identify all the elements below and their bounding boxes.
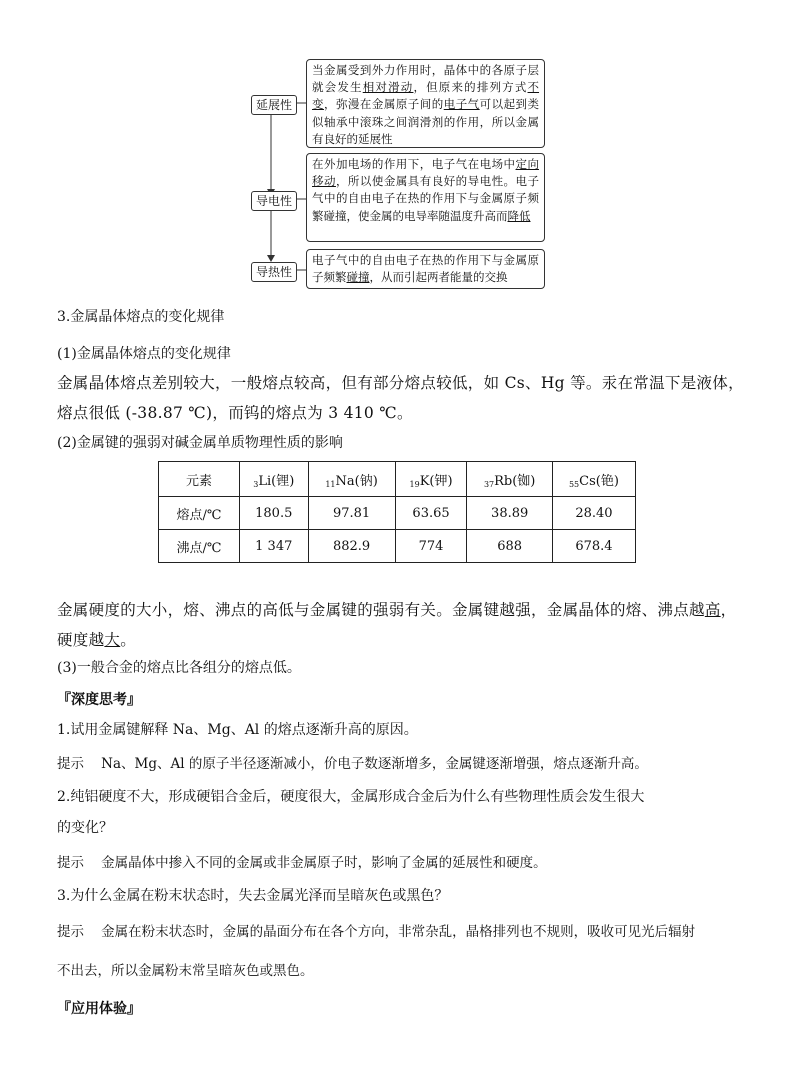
text: ， [720, 601, 737, 619]
element-name: K(钾) [419, 473, 453, 489]
atomic-number: 19 [409, 479, 420, 489]
element-name: Na(钠) [335, 473, 378, 489]
paragraph-line [57, 598, 736, 620]
table-row [159, 530, 636, 563]
paragraph-line: 熔点很低 (-38.87 ℃)，而钨的熔点为 3 410 ℃。 [57, 404, 413, 422]
text: ，弥漫在金属原子间的 [323, 97, 444, 112]
application-heading: 『应用体验』 [57, 1001, 141, 1017]
underlined-answer: 高 [704, 601, 721, 619]
thermal-conductivity-explanation-box [306, 249, 545, 289]
table-cell: 678.4 [552, 530, 635, 563]
table-cell: 688 [467, 530, 552, 563]
text: 当金属受到外力作用时，晶体中的各原子层就会发生 [312, 63, 539, 95]
text: ，所以使金属具有良好的导电性。电子气中的自由电子在热的作用下与金属原子频繁碰撞，使金属的电导率随温度升高而 [312, 174, 540, 223]
table-header-row [159, 462, 636, 497]
text: 可以起到类似轴承中滚珠之间润滑剂的作用，所以金属有良好的延展性 [312, 97, 540, 146]
element-name: Li(锂) [258, 473, 295, 489]
node-thermal-conductivity: 导热性 [251, 262, 297, 282]
paragraph-line: 金属晶体熔点差别较大，一般熔点较高，但有部分熔点较低，如 Cs、Hg 等。汞在常温下是液体， [57, 374, 744, 392]
section-title: 3.金属晶体熔点的变化规律 [57, 309, 225, 325]
table-cell: 774 [395, 530, 467, 563]
answer-3-line: 提示 金属在粉末状态时，金属的晶面分布在各个方向，非常杂乱，晶格排列也不规则，吸收可见光后辐射 [57, 924, 696, 940]
table-cell: 180.5 [240, 497, 309, 530]
deep-thinking-heading: 『深度思考』 [57, 692, 141, 708]
text: ，但原来的排列方式 [413, 80, 528, 95]
table-row [159, 497, 636, 530]
subsection-3-title: (3)一般合金的熔点比各组分的熔点低。 [57, 660, 301, 676]
element-name: Cs(铯) [579, 473, 619, 489]
question-2-line: 2.纯铝硬度不大，形成硬铝合金后，硬度很大，金属形成合金后为什么有些物理性质会发生很大 [57, 789, 645, 805]
header-cell [395, 462, 467, 497]
underlined-answer: 大 [104, 631, 121, 649]
question-2-line: 的变化？ [57, 820, 113, 836]
atomic-number: 55 [568, 479, 580, 489]
table-cell: 1 347 [240, 530, 309, 563]
text: 硬度越 [57, 631, 105, 649]
alkali-metal-properties-table [158, 461, 636, 563]
header-cell [240, 462, 309, 497]
node-ductility: 延展性 [251, 95, 297, 115]
table-cell: 882.9 [308, 530, 395, 563]
table-cell: 38.89 [467, 497, 552, 530]
atomic-number: 11 [325, 479, 336, 489]
underlined-term: 电子气 [443, 97, 480, 112]
underlined-term: 降低 [507, 208, 531, 223]
header-cell [552, 462, 635, 497]
header-cell [467, 462, 552, 497]
underlined-term: 碰撞 [346, 270, 370, 285]
header-cell: 元素 [159, 462, 240, 497]
element-name: Rb(铷) [494, 473, 536, 489]
conductivity-explanation-box [306, 153, 545, 242]
atomic-number: 37 [483, 479, 495, 489]
row-label: 熔点/℃ [159, 497, 240, 530]
text: 金属硬度的大小，熔、沸点的高低与金属键的强弱有关。金属键越强，金属晶体的熔、沸点越 [57, 601, 705, 619]
answer-2: 提示 金属晶体中掺入不同的金属或非金属原子时，影响了金属的延展性和硬度。 [57, 855, 547, 871]
text: 电子气中的自由电子在热的作用下与金属原子频繁 [312, 253, 539, 285]
ductility-explanation-box [306, 59, 545, 148]
underlined-term: 定向移动 [312, 157, 540, 189]
answer-3-line: 不出去，所以金属粉末常呈暗灰色或黑色。 [57, 963, 314, 979]
table-cell: 28.40 [552, 497, 635, 530]
table-cell: 97.81 [308, 497, 395, 530]
underlined-term: 不变 [312, 80, 540, 112]
table-cell: 63.65 [395, 497, 467, 530]
text: ，从而引起两者能量的交换 [369, 270, 508, 285]
answer-1: 提示 Na、Mg、Al 的原子半径逐渐减小，价电子数逐渐增多，金属键逐渐增强，熔点逐渐升高。 [57, 756, 648, 772]
text: 在外加电场的作用下，电子气在电场中 [312, 157, 516, 171]
underlined-term: 相对滑动 [362, 80, 414, 95]
paragraph-line [57, 628, 136, 650]
subsection-1-title: (1)金属晶体熔点的变化规律 [57, 346, 231, 362]
atomic-number: 3 [253, 479, 259, 489]
question-1: 1.试用金属键解释 Na、Mg、Al 的熔点逐渐升高的原因。 [57, 722, 418, 738]
text: 。 [120, 631, 137, 649]
node-conductivity: 导电性 [251, 191, 297, 211]
header-cell [308, 462, 395, 497]
subsection-2-title: (2)金属键的强弱对碱金属单质物理性质的影响 [57, 435, 343, 451]
row-label: 沸点/℃ [159, 530, 240, 563]
question-3: 3.为什么金属在粉末状态时，失去金属光泽而呈暗灰色或黑色？ [57, 888, 449, 904]
